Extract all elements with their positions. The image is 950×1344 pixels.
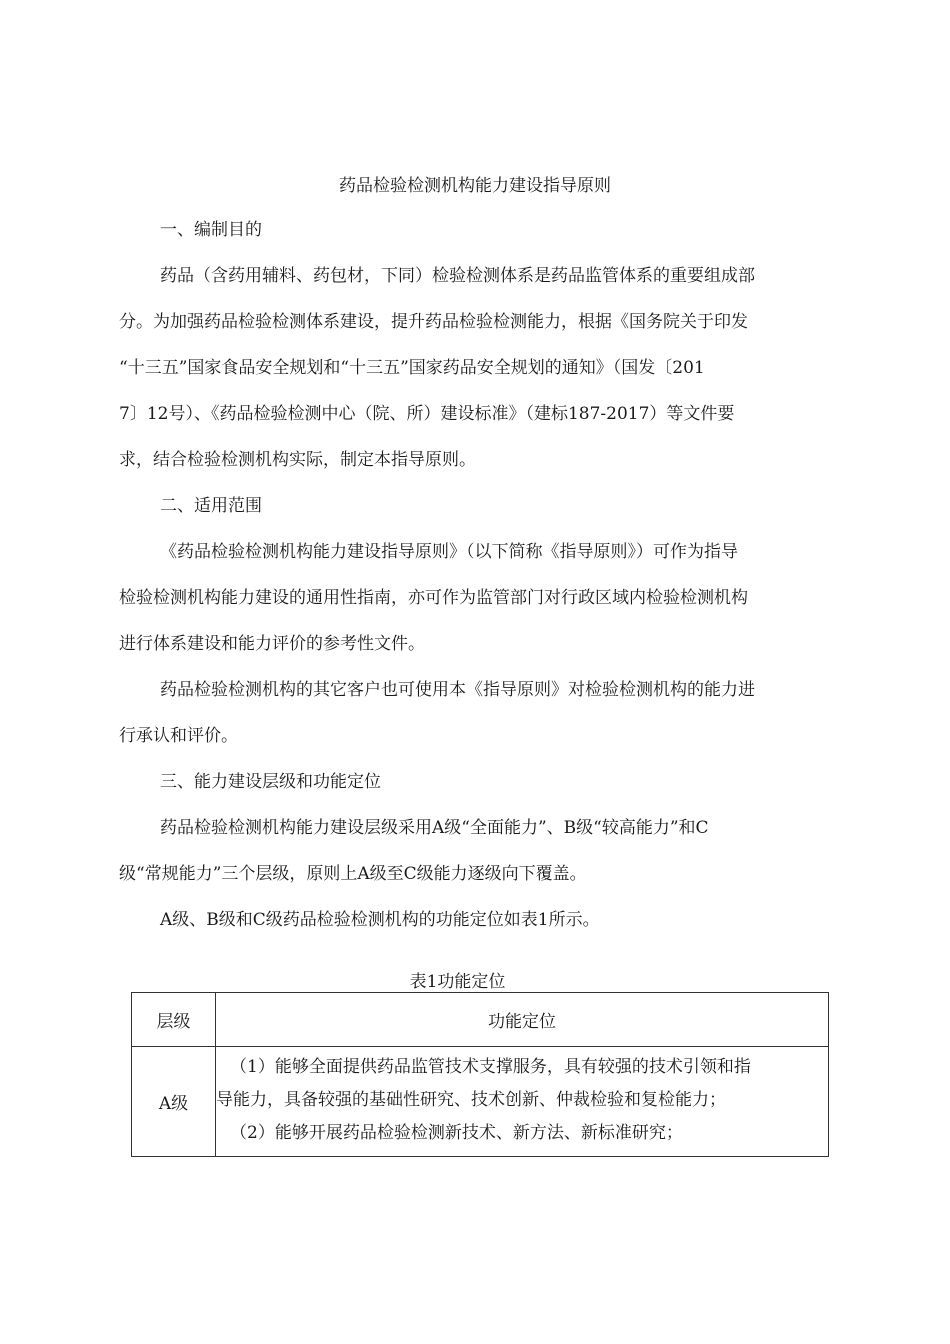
- paragraph-line: 级“常规能力”三个层级，原则上A级至C级能力逐级向下覆盖。: [119, 864, 587, 884]
- paragraph-line: 药品检验检测机构的其它客户也可使用本《指导原则》对检验检测机构的能力进: [160, 680, 755, 700]
- function-line: 导能力，具备较强的基础性研究、技术创新、仲裁检验和复检能力；: [216, 1090, 726, 1110]
- function-cell: [216, 1047, 829, 1157]
- header-cell-function: 功能定位: [216, 993, 829, 1047]
- paragraph-line: 7〕12号）、《药品检验检测中心（院、所）建设标准》（建标187-2017）等文件要: [119, 404, 735, 424]
- paragraph-line: A级、B级和C级药品检验检测机构的功能定位如表1所示。: [160, 910, 600, 930]
- paragraph-line: 进行体系建设和能力评价的参考性文件。: [119, 634, 425, 654]
- header-cell-level: 层级: [132, 993, 216, 1047]
- section-heading-2: 二、适用范围: [160, 496, 262, 516]
- paragraph-line: 求，结合检验检测机构实际，制定本指导原则。: [119, 450, 476, 470]
- paragraph-line: 《药品检验检测机构能力建设指导原则》（以下简称《指导原则》）可作为指导: [160, 542, 738, 562]
- function-table: [131, 992, 829, 1157]
- paragraph-line: 药品检验检测机构能力建设层级采用A级“全面能力”、B级“较高能力”和C: [160, 818, 709, 838]
- table-caption: 表1功能定位: [409, 972, 506, 992]
- table-row: [132, 1047, 829, 1157]
- paragraph-line: 分。为加强药品检验检测体系建设，提升药品检验检测能力，根据《国务院关于印发: [119, 312, 748, 332]
- paragraph-line: 检验检测机构能力建设的通用性指南，亦可作为监管部门对行政区域内检验检测机构: [119, 588, 748, 608]
- level-cell: A级: [132, 1047, 216, 1157]
- section-heading-3: 三、能力建设层级和功能定位: [160, 772, 381, 792]
- section-heading-1: 一、编制目的: [160, 220, 262, 240]
- document-title: 药品检验检测机构能力建设指导原则: [339, 176, 611, 196]
- function-line: （2）能够开展药品检验检测新技术、新方法、新标准研究；: [230, 1123, 683, 1143]
- paragraph-line: 药品（含药用辅料、药包材，下同）检验检测体系是药品监管体系的重要组成部: [160, 266, 755, 286]
- paragraph-line: “十三五”国家食品安全规划和“十三五”国家药品安全规划的通知》（国发〔201: [119, 358, 705, 378]
- table-header-row: [132, 993, 829, 1047]
- paragraph-line: 行承认和评价。: [119, 726, 238, 746]
- function-line: （1）能够全面提供药品监管技术支撑服务，具有较强的技术引领和指: [230, 1057, 751, 1077]
